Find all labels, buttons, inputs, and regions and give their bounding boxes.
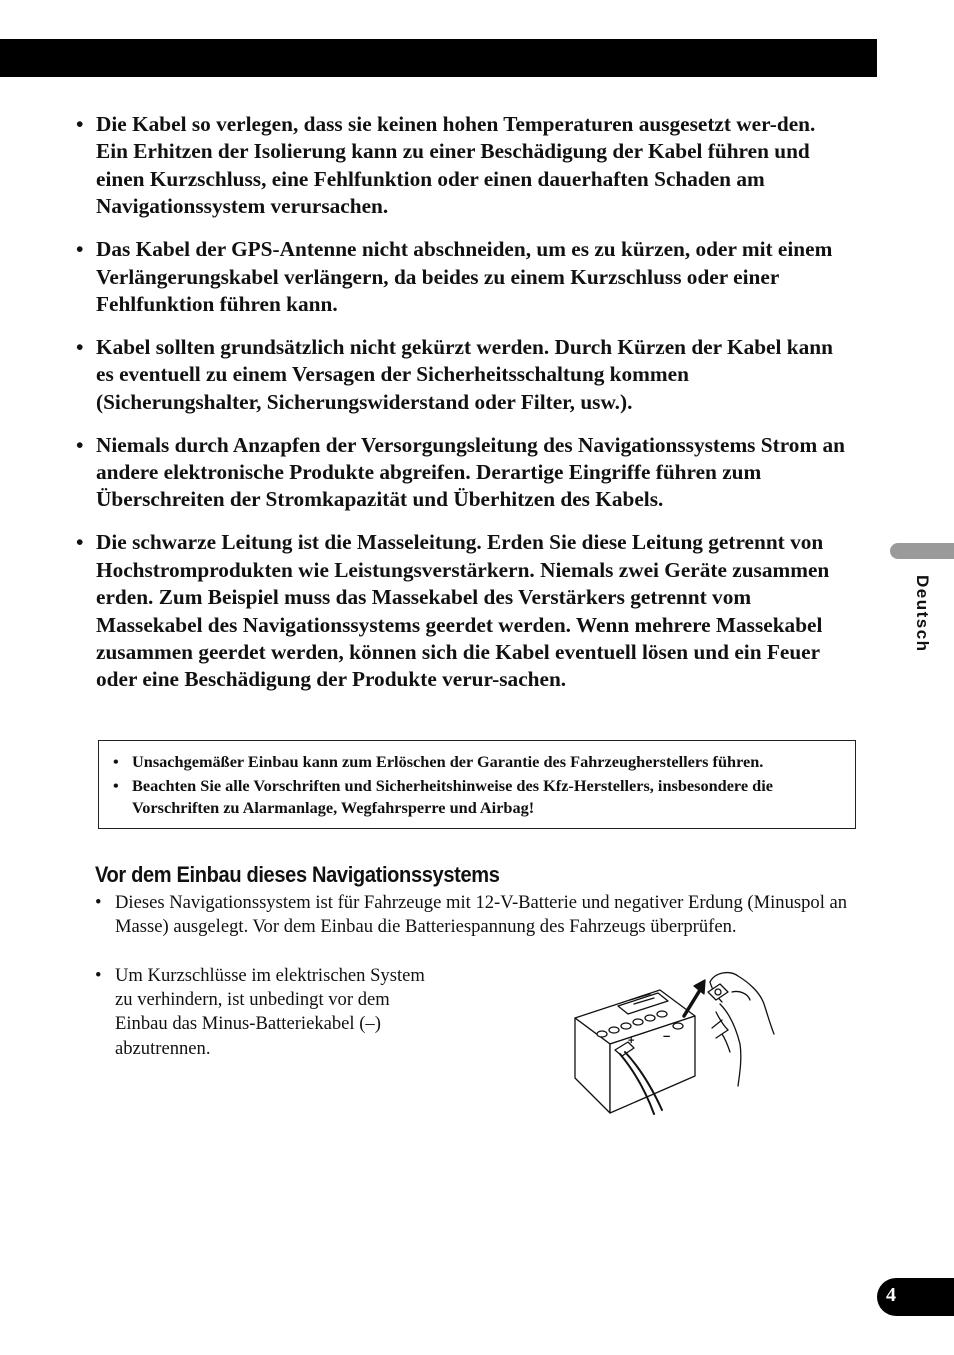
- battery-disconnect-illustration: [570, 968, 780, 1118]
- language-label: Deutsch: [913, 575, 932, 653]
- plus-mark: +: [628, 1035, 635, 1047]
- precaution-item: • Das Kabel der GPS-Antenne nicht abschneiden, um es zu kürzen, oder mit einem Verlängerungskabel verlängern, da beides zu einem Kurzschluss oder einer Fehlfunktion führen kann.: [76, 236, 846, 318]
- section-bullet: • Um Kurzschlüsse im elektrischen System zu verhindern, ist unbedingt vor dem Einbau das Minus-Batteriekabel (–) abzutrennen.: [95, 964, 445, 1061]
- page-number-tab: [877, 1278, 954, 1316]
- warning-item: • Beachten Sie alle Vorschriften und Sicherheitshinweise des Kfz-Herstellers, insbesondere die Vorschriften zu Alarmanlage, Wegfahrsperre und Airbag!: [113, 775, 843, 820]
- header-bar: [0, 39, 877, 77]
- section-title: Vor dem Einbau dieses Navigationssystems: [95, 862, 500, 887]
- precautions-list: [76, 111, 846, 709]
- section-bullet: • Dieses Navigationssystem ist für Fahrzeuge mit 12-V-Batterie und negativer Erdung (Minuspol an Masse) ausgelegt. Vor dem Einbau die Batteriespannung des Fahrzeugs überprüfen.: [95, 891, 850, 939]
- minus-mark: –: [663, 1028, 671, 1043]
- precaution-item: • Kabel sollten grundsätzlich nicht gekürzt werden. Durch Kürzen der Kabel kann es eventuell zu einem Versagen der Sicherheitsschaltung kommen (Sicherungshalter, Sicherungswiderstand oder Filter, usw.).: [76, 334, 846, 416]
- page-number: 4: [886, 1284, 896, 1306]
- precaution-item: • Die Kabel so verlegen, dass sie keinen hohen Temperaturen ausgesetzt wer-den. Ein Erhitzen der Isolierung kann zu einer Beschädigung der Kabel führen und einen Kurzschluss, eine Fehlfunktion oder einen dauerhaften Schaden am Navigationssystem verursachen.: [76, 111, 846, 221]
- precaution-item: • Niemals durch Anzapfen der Versorgungsleitung des Navigationssystems Strom an andere elektronische Produkte abgreifen. Derartige Eingriffe führen zum Überschreiten der Stromkapazität und Überhitzen des Kabels.: [76, 432, 846, 514]
- precaution-item: • Die schwarze Leitung ist die Masseleitung. Erden Sie diese Leitung getrennt von Hochstromprodukten wie Leistungsverstärkern. Niemals zwei Geräte zusammen erden. Zum Beispiel muss das Massekabel des Verstärkers getrennt vom Massekabel des Navigationssystems geerdet werden. Wenn mehrere Massekabel zusammen geerdet werden, können sich die Kabel eventuell lösen und ein Feuer oder eine Beschädigung der Produkte verur-sachen.: [76, 529, 846, 693]
- warning-box: [98, 740, 856, 829]
- warning-item: • Unsachgemäßer Einbau kann zum Erlöschen der Garantie des Fahrzeugherstellers führen.: [113, 751, 843, 774]
- language-tab: [890, 543, 954, 559]
